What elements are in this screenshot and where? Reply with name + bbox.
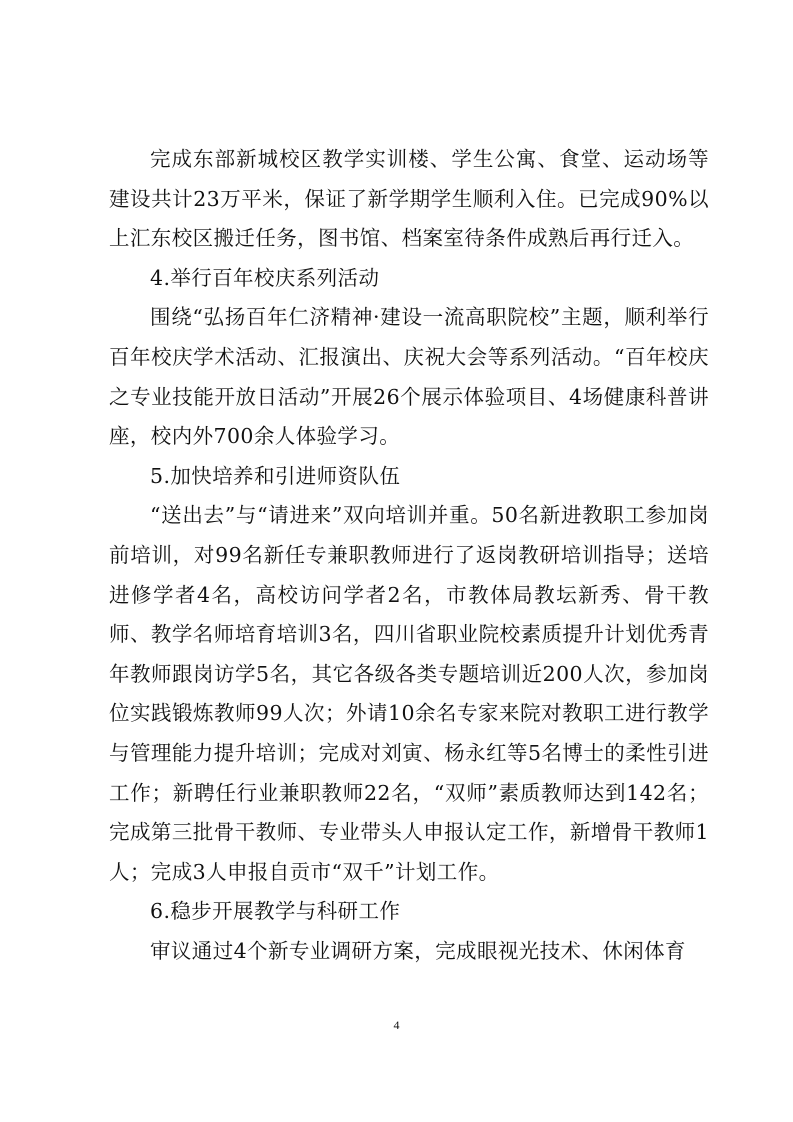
paragraph-centennial-activities: 围绕“弘扬百年仁济精神·建设一流高职院校”主题，顺利举行百年校庆学术活动、汇报演出、庆祝大会等系列活动。“百年校庆之专业技能开放日活动”开展26个展示体验项目、4场健康科普讲座，校内外700余人体验学习。 xyxy=(109,305,709,449)
section-heading-teaching-research: 6.稳步开展教学与科研工作 xyxy=(150,899,401,924)
section-heading-centennial: 4.举行百年校庆系列活动 xyxy=(150,265,380,290)
paragraph-teaching-research: 审议通过4个新专业调研方案，完成眼视光技术、休闲体育 xyxy=(150,938,686,963)
paragraph-faculty-training: “送出去”与“请进来”双向培训并重。50名新进教职工参加岗前培训，对99名新任专兼职教师进行了返岗教研培训指导；送培进修学者4名，高校访问学者2名，市教体局教坛新秀、骨干教师、教学名师培育培训3名，四川省职业院校素质提升计划优秀青年教师跟岗访学5名，其它各级各类专题培训近200人次，参加岗位实践锻炼教师99人次；外请10余名专家来院对教职工进行教学与管理能力提升培训；完成对刘寅、杨永红等5名博士的柔性引进工作；新聘任行业兼职教师22名，“双师”素质教师达到142名；完成第三批骨干教师、专业带头人申报认定工作，新增骨干教师1人；完成3人申报自贡市“双千”计划工作。 xyxy=(109,503,709,884)
document-body xyxy=(109,140,709,971)
page-number: 4 xyxy=(393,1018,400,1032)
paragraph-campus-construction: 完成东部新城校区教学实训楼、学生公寓、食堂、运动场等建设共计23万平米，保证了新学期学生顺利入住。已完成90%以上汇东校区搬迁任务，图书馆、档案室待条件成熟后再行迁入。 xyxy=(109,147,709,251)
section-heading-faculty: 5.加快培养和引进师资队伍 xyxy=(150,463,401,488)
